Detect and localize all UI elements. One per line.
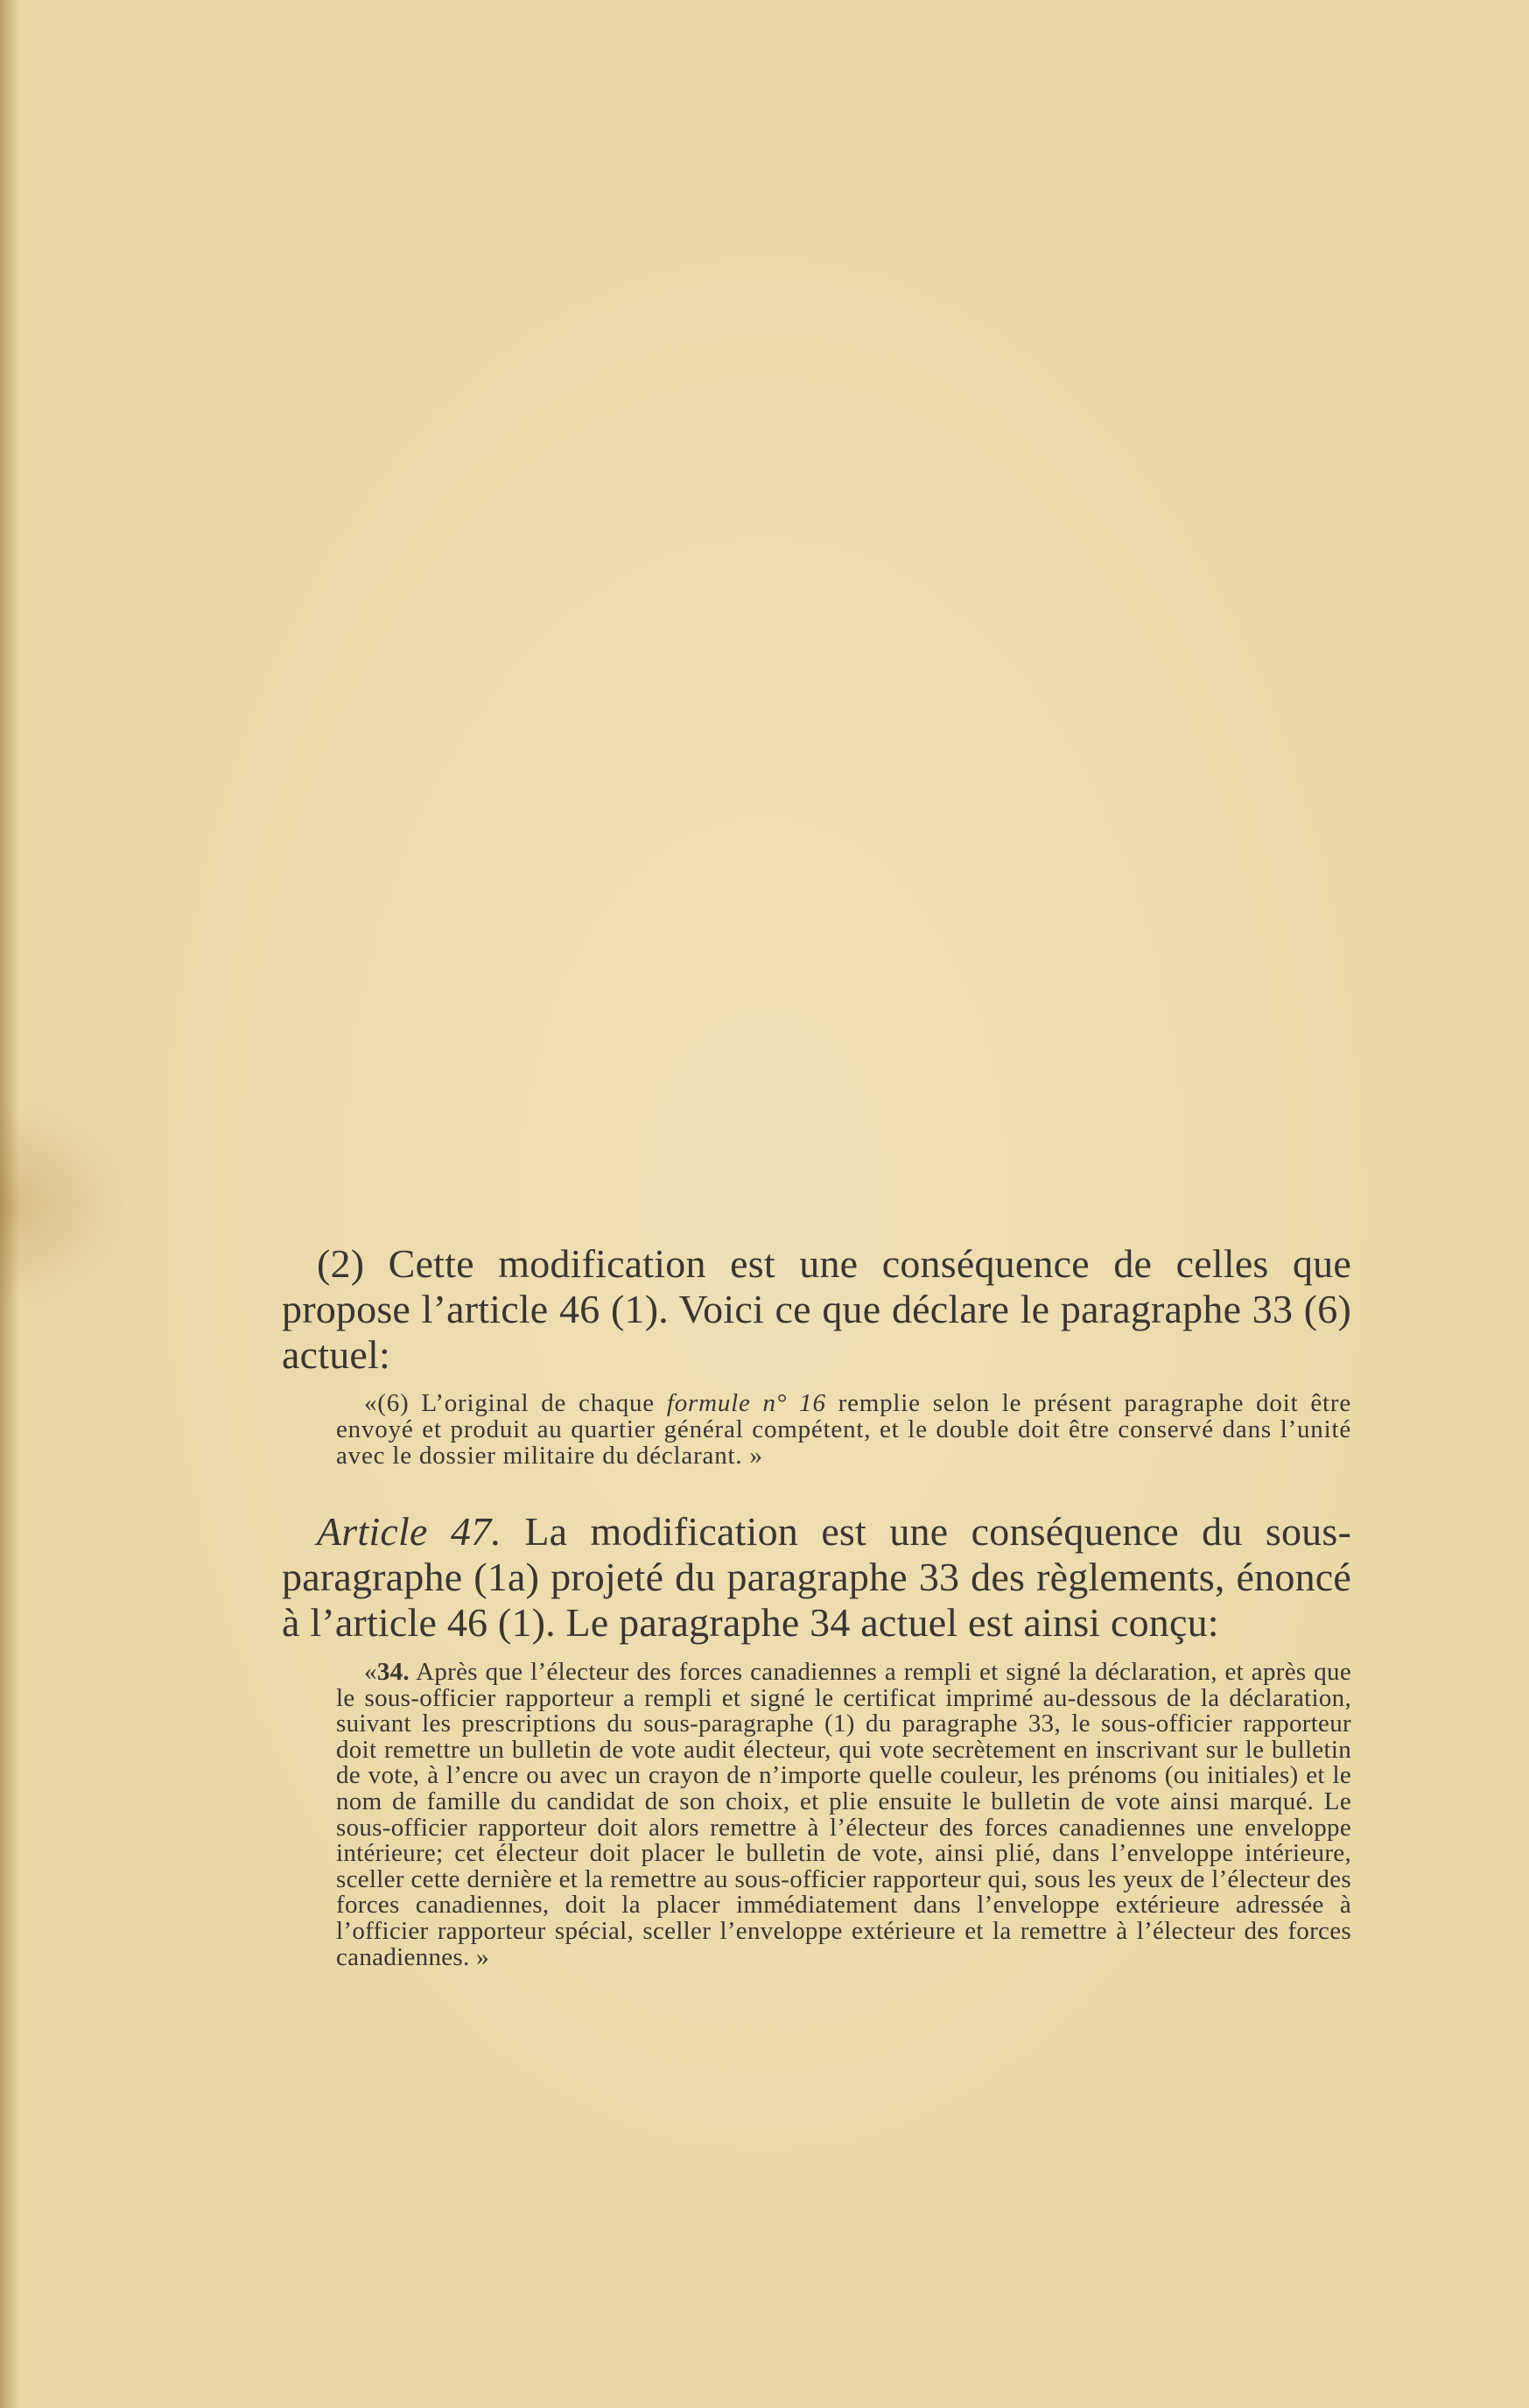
quote-text: [336, 1390, 1351, 1469]
quote-paragraph-34: [282, 1660, 1351, 1970]
quote-34-text: [336, 1660, 1351, 1970]
quote-rest-text: remplie selon le présent paragraphe doit être envoyé et produit au quartier général compétent, et le double doit être conservé dans l’unité avec le dossier militaire du déclarant. »: [336, 1389, 1351, 1470]
quote-34-number: 34.: [376, 1658, 410, 1686]
article-47-label: Article 47.: [317, 1509, 501, 1554]
quote-34-body: Après que l’électeur des forces canadiennes a rempli et signé la déclaration, et après que le sous-officier rapporteur a rempli et signé le certificat imprimé au-dessous de la déclaration, suivant les prescriptions du sous-paragraphe (1) du paragraphe 33, le sous-officier rapporteur doit remettre un bulletin de vote audit électeur, qui vote secrètement en inscrivant sur le bulletin de vote, à l’encre ou avec un crayon de n’importe quelle couleur, les prénoms (ou initiales) et le nom de famille du candidat de son choix, et plie ensuite le bulletin de vote ainsi marqué. Le sous-officier rapporteur doit alors remettre à l’électeur des forces canadiennes une enveloppe intérieure; cet électeur doit placer le bulletin de vote, ainsi plié, dans l’enveloppe intérieure, sceller cette dernière et la remettre au sous-officier rapporteur qui, sous les yeux de l’électeur des forces canadiennes, doit la placer immédiatement dans l’enveloppe extérieure adressée à l’officier rapporteur spécial, sceller l’enveloppe extérieure et la remettre à l’électeur des forces canadiennes. »: [336, 1658, 1351, 1971]
article-47-paragraph: [282, 1509, 1351, 1646]
paragraph-2: [282, 1241, 1351, 1378]
quote-34-open: «: [364, 1658, 377, 1686]
article-47-block: [282, 1509, 1351, 1646]
quote-italic-formula: formule n° 16: [666, 1389, 826, 1417]
page-body: [282, 1241, 1351, 1970]
quote-open-text: «(6) L’original de chaque: [364, 1389, 667, 1417]
page-edge-shadow: [0, 0, 19, 2408]
article-47-text: La modification est une conséquence du sous-paragraphe (1a) projeté du paragraphe 33 des règlements, énoncé à l’article 46 (1). Le paragraphe 34 actuel est ainsi conçu:: [282, 1509, 1351, 1645]
quote-paragraph-33-6: [282, 1390, 1351, 1469]
paragraph-2-text: (2) Cette modification est une conséquence de celles que propose l’article 46 (1). Voici ce que déclare le paragraphe 33 (6) actuel:: [282, 1241, 1351, 1377]
